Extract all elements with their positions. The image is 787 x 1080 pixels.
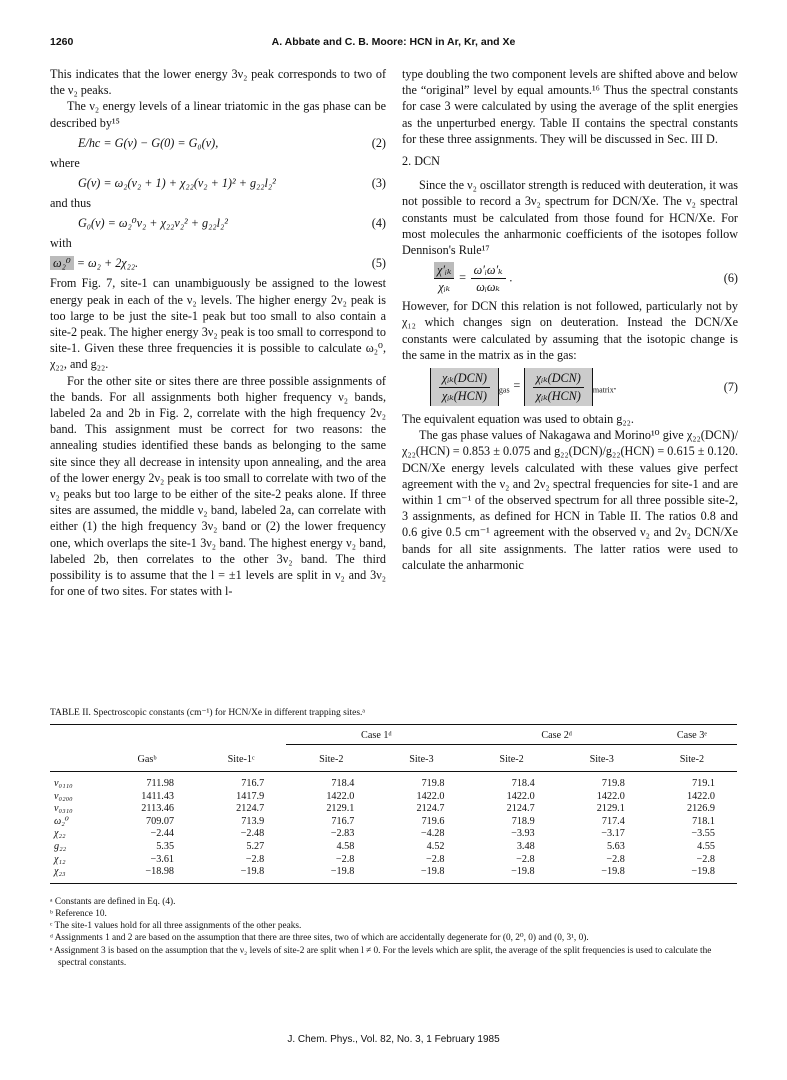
equation-6 [402,258,738,298]
equation-number: (5) [371,256,386,271]
subsection-heading: 2. DCN [402,154,440,169]
equation-number: (2) [371,135,386,150]
table-cell: −19.8 [330,866,355,878]
table-cell: 4.55 [697,840,715,852]
running-head: A. Abbate and C. B. Moore: HCN in Ar, Kr, and Xe [271,36,516,48]
column-header: Gasᵇ [137,753,157,765]
table-cell: −2.48 [240,828,265,840]
numerator: ω′ᵢω′ₖ [471,262,506,279]
equation-number: (4) [371,216,386,231]
bracket-gas [430,368,499,405]
page-number: 1260 [50,36,74,48]
table-cell: 719.8 [421,778,445,789]
case-header: Case 1ᵈ [286,725,466,745]
table-cell: −3.93 [511,828,535,840]
paragraph: This indicates that the lower energy 3ν₂ peak corresponds to two of the ν₂ peaks. [50,67,386,98]
table-cell: −4.28 [420,828,445,840]
table-cell: 5.35 [156,840,175,852]
table-column-header-row [50,745,737,772]
table-cell: −3.61 [150,853,175,865]
table-cell: −3.55 [691,828,715,840]
paragraph: and thus [50,196,91,211]
paragraph: Since the ν₂ oscillator strength is reduced with deuteration, it was not possible to record a 3ν₂ spectrum for DCN/Xe. The ν₂ spectral constants must be calculated from those found for HCN/Xe. For most molecules the anharmonic coefficients of the isotopes follow Dennison's Rule¹⁷ [402,178,738,258]
table-cell: 717.4 [601,815,625,827]
table-footnote: ᶜ The site-1 values hold for all three assignments of the other peaks. [50,921,302,932]
table-cell: −2.8 [696,853,715,865]
table-footnote: ᵃ Constants are defined in Eq. (4). [50,896,176,907]
table-cell: 5.27 [246,840,265,852]
row-label: ω₂⁰ [54,815,69,827]
table-cell: 719.6 [421,815,445,827]
equation-body: G(v) = ω₂(v₂ + 1) + χ₂₂(v₂ + 1)² + g₂₂l₂² [78,175,276,190]
table-row [50,828,737,841]
table-row [50,791,737,804]
table-cell: −2.8 [245,853,265,865]
table-case-header-row [50,725,737,745]
table-cell: −3.17 [601,828,625,840]
paragraph: where [50,155,80,170]
numerator: χᵢₖ(DCN) [439,370,490,387]
denominator: χᵢₖ(HCN) [442,388,487,403]
fraction [439,370,490,403]
numerator: χᵢₖ(DCN) [533,370,584,387]
row-label: g₂₂ [54,840,67,852]
table-cell: 711.98 [146,778,175,789]
numerator: χ′ᵢₖ [434,262,454,279]
table-cell: −19.8 [601,866,625,878]
table-row [50,772,737,791]
equation-number: (3) [371,175,386,190]
column-header: Site-3 [409,754,434,765]
row-label: χ₂₂ [54,828,66,840]
equation-3 [50,171,386,195]
table-cell: 718.1 [692,815,715,827]
table-cell: 1422.0 [506,790,535,802]
table-footnotes [50,896,737,969]
table-cell: 716.7 [331,815,355,827]
table-row [50,816,737,829]
paragraph: with [50,236,72,251]
table-cell: 1422.0 [596,790,625,802]
table-cell: −2.8 [606,853,625,865]
case-header: Case 2ᵈ [467,725,647,745]
spectroscopic-constants-table [50,724,737,884]
subscript-gas: gas [498,385,510,395]
row-label: ν₀₁₁₀ [54,778,73,789]
equation-7 [402,363,738,411]
paragraph: The gas phase values of Nakagawa and Morino¹⁰ give χ₂₂(DCN)/χ₂₂(HCN) = 0.853 ± 0.075 and g₂₂(DCN)/g₂₂(HCN) = 0.615 ± 0.120. DCN/Xe energy levels calculated with these values give perfect agreement with the ν₂ and 2ν₂ spectral frequencies for site-1 and are within 1 cm⁻¹ of the observed spectrum for all three possible site-2, 3 assignments, as defined for HCN in Table II. The ratios 0.8 and 0.6 give 0.5 cm⁻¹ agreement with the observed ν₂ and 2ν₂ DCN/Xe bands for all site assignments. The latter ratios were used to calculate the anharmonic [402,428,738,572]
paragraph: type doubling the two component levels are shifted above and below the “original” level by equal amounts.¹⁶ Thus the spectral constants for case 3 were calculated by using the average of the split energies as the unperturbed energy. Table II contains the spectral constants for these three assignments. They will be discussed in Sec. III D. [402,67,738,146]
row-label: ν₀₂₀₀ [54,790,73,802]
subscript-matrix: matrix [592,385,614,395]
table-footnote: ᵉ Assignment 3 is based on the assumption that the ν₂ levels of site-2 are split when l ≠ 0. For the levels which are split, the average of the split frequencies is used to calculate the spectral constants. [50,945,712,968]
table-row [50,866,737,883]
equation-body: $\frac{\text{χᵢₖ(DCN)}}{\text{χᵢₖ(HCN)}}$ $_{gas}$ = $\frac{\text{χᵢₖ(DCN)}}{\text{χᵢₖ(HCN)}}$ $_{matrix}$. [402,368,712,405]
table-cell: −19.8 [420,866,445,878]
table-footnote: ᵇ Reference 10. [50,908,107,919]
table-cell: 2129.1 [596,803,625,815]
right-column [402,66,738,573]
table-cell: −2.8 [335,853,355,865]
equation-4 [50,211,386,235]
row-label: χ₂₃ [54,866,66,878]
table-cell: 2124.7 [416,803,445,815]
table-row [50,841,737,854]
journal-citation: J. Chem. Phys., Vol. 82, No. 3, 1 February 1985 [287,1034,500,1045]
table-title: TABLE II. Spectroscopic constants (cm⁻¹) for HCN/Xe in different trapping sites.ᵃ [50,708,366,718]
paragraph: However, for DCN this relation is not followed, particularly not by χ₁₂ which changes sign on deuteration. Instead the DCN/Xe constants were calculated by assuming that the isotopic change is the same in the matrix as in the gas: [402,299,738,362]
fraction [533,370,584,403]
table-cell: −19.8 [240,866,265,878]
equation-body [50,255,360,271]
table-cell: 719.8 [601,778,625,789]
column-header: Site-2 [319,754,344,765]
denominator: χᵢₖ [438,279,451,294]
table-cell: 4.52 [426,840,445,852]
table-cell: 719.1 [692,778,715,789]
table-cell: 1411.43 [141,790,175,802]
equation-rest: = ω₂ + 2χ₂₂. [76,256,139,271]
case-header: Case 3ᵉ [647,725,737,745]
equation-2 [50,131,386,155]
table-cell: −2.8 [516,853,535,865]
table-cell: 1422.0 [686,790,715,802]
paragraph: For the other site or sites there are three possible assignments of the bands. For all assignments both higher frequency ν₂ bands, labeled 2a and 2b in Fig. 2, correlate with the high frequency 2ν₂ band. This assignment must be correct for two reasons: the annealing studies identified these bands as belonging to the same site since they all decrease in intensity upon annealing, and the area of the lower energy 2ν₂ peak is too small to correlate with two of the ν₂ peaks but too large to be either of the site-2 peaks alone. If three sites are assumed, the middle ν₂ band, labeled 2a, can correlate with either (1) the high frequency 3ν₂ band or (2) the lower frequency one, which overlaps the site-1 3ν₂ band. The highest energy ν₂ band, labeled 2b, then correlates to the other 3ν₂ band. The third possibility is to assume that the l = ±1 levels are split in ν₂ and 3ν₂ for one of two sites. For states with l- [50,373,386,599]
table-row [50,854,737,867]
table-cell: 1422.0 [416,790,445,802]
table-cell: 5.63 [606,840,625,852]
table-cell: −18.98 [145,866,175,878]
table-row [50,803,737,816]
table-cell: 718.4 [331,778,355,789]
column-header: Site-1ᶜ [227,753,255,765]
table-cell: 713.9 [241,815,265,827]
fraction [471,262,506,295]
table-cell: −19.8 [511,866,535,878]
equation-5 [50,251,386,275]
table-cell: 2126.9 [686,803,715,815]
paragraph: The ν₂ energy levels of a linear triatomic in the gas phase can be described by¹⁵ [50,99,386,130]
equation-body: E/hc = G(v) − G(0) = G₀(v), [78,135,219,150]
denominator: χᵢₖ(HCN) [535,388,581,403]
table-cell: 716.7 [241,778,265,789]
table-cell: 2124.7 [236,803,265,815]
shaded-term: ω₂⁰ [50,256,74,270]
paragraph: From Fig. 7, site-1 can unambiguously be assigned to the lowest energy peak in each of the ν₂ levels. The higher energy 2ν₂ peak is too large to be just the site-1 peak but too small to also contain a site-2 peak. The higher energy 3ν₂ peak is too small to correspond to site-1. Given these three frequencies it is possible to calculate ω₂⁰, χ₂₂, and g₂₂. [50,276,386,372]
denominator: ωᵢωₖ [476,279,500,294]
table-cell: 1417.9 [236,790,265,802]
column-header: Site-3 [589,754,614,765]
row-label: χ₁₂ [54,853,66,865]
column-header: Site-2 [679,754,705,765]
bracket-matrix [524,368,593,405]
equation-number: (7) [723,379,738,394]
table-footnote: ᵈ Assignments 1 and 2 are based on the assumption that there are three sites, two of which are accidentally degenerate for (0, 2⁰, 0) and (0, 3¹, 0). [50,933,589,944]
table-cell: −2.83 [330,828,355,840]
fraction [434,262,454,295]
left-column [50,66,386,599]
table-cell: 1422.0 [326,790,355,802]
paragraph: The equivalent equation was used to obtain g₂₂. [402,412,634,427]
table-cell: 2129.1 [326,803,355,815]
table-cell: 718.4 [511,778,535,789]
table-cell: 4.58 [336,840,355,852]
table-cell: −2.44 [150,828,175,840]
table-cell: 3.48 [516,840,535,852]
equation-body: G₀(v) = ω₂⁰v₂ + χ₂₂v₂² + g₂₂l₂² [78,216,228,231]
column-header: Site-2 [499,754,524,765]
table-block [50,707,737,969]
table-cell: −19.8 [691,866,715,878]
equation-number: (6) [723,271,738,286]
table-cell: 718.9 [511,815,535,827]
table-cell: −2.8 [426,853,445,865]
table-cell: 2124.7 [506,803,535,815]
equation-body: $\frac{\text{χ′ᵢₖ}}{\text{χᵢₖ}}$ = $\frac{\text{ω′ᵢω′ₖ}}{\text{ωᵢωₖ}}$ . [402,262,712,295]
table-cell: 709.07 [146,815,175,827]
table-cell: 2113.46 [141,803,175,815]
table-body [50,772,737,884]
row-label: ν₀₃₁₀ [54,803,73,815]
